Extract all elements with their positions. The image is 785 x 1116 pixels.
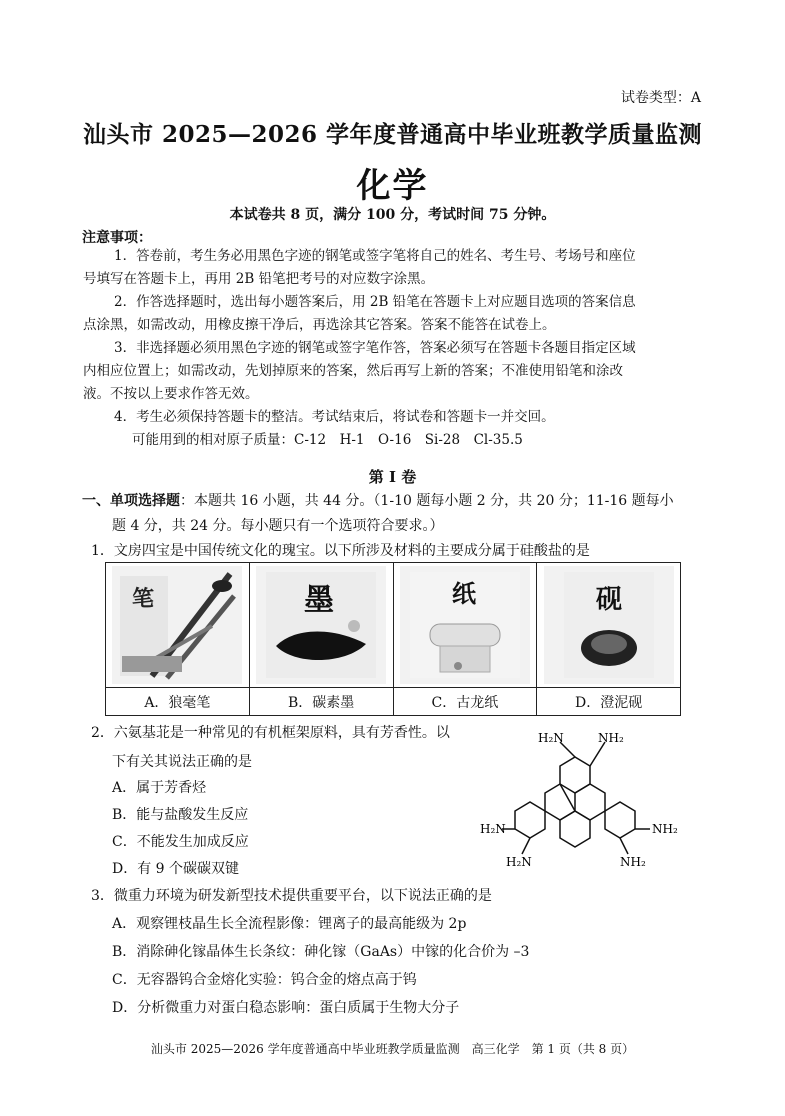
q1-image-b	[249, 563, 393, 688]
part1-label: 一、单项选择题	[82, 493, 180, 509]
q2-option-a: A．属于芳香烃	[112, 780, 207, 796]
q2-option-c: C．不能发生加成反应	[112, 834, 249, 850]
amino-label: NH₂	[620, 855, 646, 869]
q3-stem: 3．微重力环境为研发新型技术提供重要平台，以下说法正确的是	[91, 888, 492, 904]
part1-desc: ：本题共 16 小题，共 44 分。（1-10 题每小题 2 分，共 20 分；11-16 题每小	[180, 493, 674, 509]
q3-option-d: D．分析微重力对蛋白稳态影响：蛋白质属于生物大分子	[112, 1000, 460, 1016]
q1-option-a: A．狼毫笔	[106, 688, 250, 716]
atomic-mass-line: 可能用到的相对原子质量：C-12 H-1 O-16 Si-28 Cl-35.5	[132, 432, 523, 448]
q1-image-d	[537, 563, 681, 688]
q1-option-d: D．澄泥砚	[537, 688, 681, 716]
page-footer: 汕头市 2025—2026 学年度普通高中毕业班教学质量监测 高三化学 第 1 页（共 8 页）	[150, 1042, 635, 1056]
amino-label: NH₂	[652, 822, 678, 836]
notice-line: 3．非选择题必须用黑色字迹的钢笔或签字笔作答，答案必须写在答题卡各题目指定区域	[114, 340, 636, 356]
q3-option-a: A．观察锂枝晶生长全流程影像：锂离子的最高能级为 2p	[112, 916, 467, 932]
notice-line: 点涂黑，如需改动，用橡皮擦干净后，再选涂其它答案。答案不能答在试卷上。	[83, 317, 556, 333]
notice-line: 4．考生必须保持答题卡的整洁。考试结束后，将试卷和答题卡一并交回。	[114, 409, 555, 425]
paper-image	[400, 566, 530, 684]
part1-heading	[82, 490, 674, 510]
amino-label: H₂N	[480, 822, 506, 836]
q1-image-a	[106, 563, 250, 688]
paper-type-label: 试卷类型：A	[620, 90, 701, 106]
subject-title: 化学	[356, 166, 429, 206]
amino-label: H₂N	[506, 855, 532, 869]
q2-option-b: B．能与盐酸发生反应	[112, 807, 249, 823]
ink-glyph: 墨	[304, 583, 335, 618]
notice-line: 2．作答选择题时，选出每小题答案后，用 2B 铅笔在答题卡上对应题目选项的答案信息	[114, 294, 636, 310]
q2-stem-1: 2．六氨基苝是一种常见的有机框架原料，具有芳香性。以	[91, 725, 450, 741]
section-title: 第 I 卷	[368, 468, 417, 486]
exam-title: 汕头市 2025—2026 学年度普通高中毕业班教学质量监测	[82, 121, 703, 148]
exam-meta: 本试卷共 8 页，满分 100 分，考试时间 75 分钟。	[229, 207, 556, 223]
notice-line: 内相应位置上；如需改动，先划掉原来的答案，然后再写上新的答案；不准使用铅笔和涂改	[83, 363, 623, 379]
brush-glyph: 笔	[132, 586, 155, 612]
q3-option-c: C．无容器钨合金熔化实验：钨合金的熔点高于钨	[112, 972, 417, 988]
brush-image	[112, 566, 242, 684]
notice-line: 液。不按以上要求作答无效。	[83, 386, 259, 402]
amino-label: H₂N	[538, 731, 564, 745]
inkstone-glyph: 砚	[595, 585, 622, 615]
q1-image-c	[393, 563, 537, 688]
notice-line: 号填写在答题卡上，再用 2B 铅笔把考号的对应数字涂黑。	[83, 271, 435, 287]
part1-desc-2: 题 4 分，共 24 分。每小题只有一个选项符合要求。）	[112, 518, 444, 534]
q1-option-b: B．碳素墨	[249, 688, 393, 716]
q2-option-d: D．有 9 个碳碳双键	[112, 861, 240, 877]
q3-option-b: B．消除砷化镓晶体生长条纹：砷化镓（GaAs）中镓的化合价为 –3	[112, 944, 530, 960]
paper-glyph: 纸	[451, 579, 476, 608]
q2-stem-2: 下有关其说法正确的是	[112, 754, 252, 770]
notice-line: 1．答卷前，考生务必用黑色字迹的钢笔或签字笔将自己的姓名、考生号、考场号和座位	[114, 248, 636, 264]
hexaaminotriphenylene-structure	[480, 722, 690, 872]
q1-option-c: C．古龙纸	[393, 688, 537, 716]
ink-image	[256, 566, 386, 684]
q1-image-table	[105, 562, 681, 716]
inkstone-image	[544, 566, 674, 684]
amino-label: NH₂	[598, 731, 624, 745]
notice-title: 注意事项：	[82, 230, 152, 246]
q1-stem: 1．文房四宝是中国传统文化的瑰宝。以下所涉及材料的主要成分属于硅酸盐的是	[91, 543, 590, 559]
